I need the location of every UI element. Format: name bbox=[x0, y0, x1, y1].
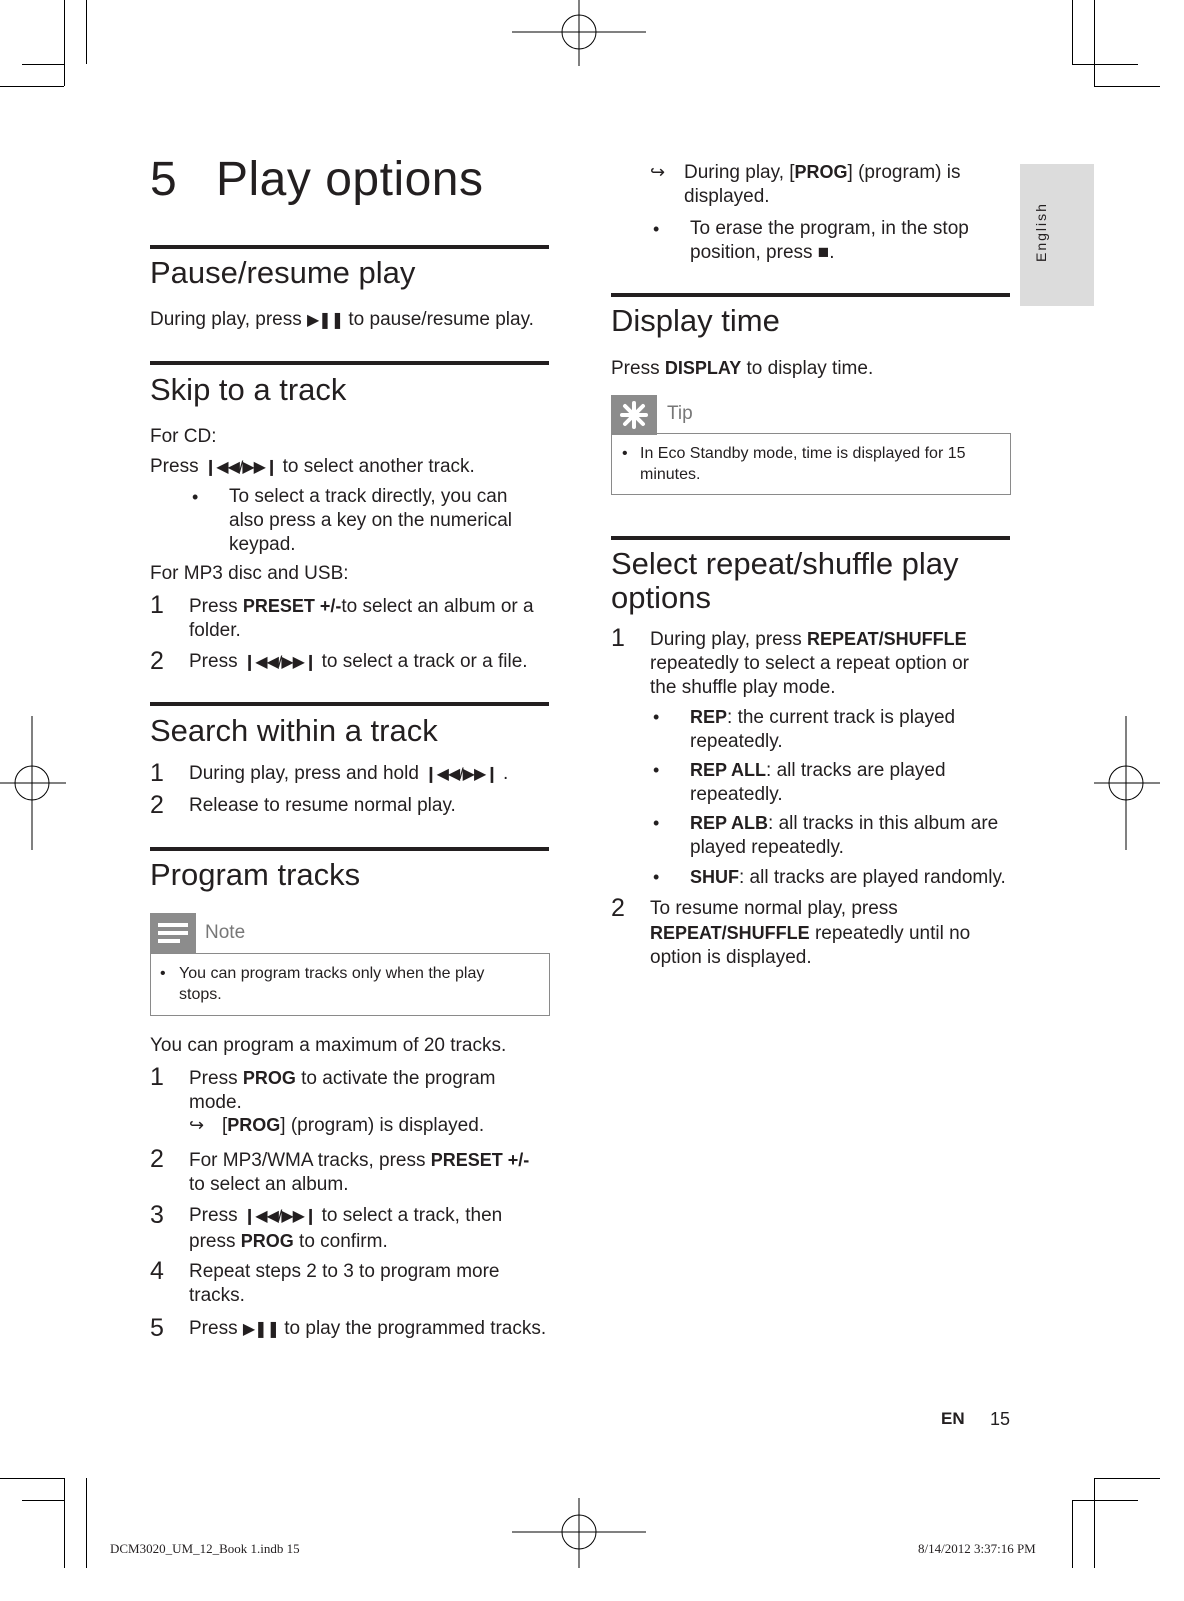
prev-next-icon: ❙◀◀/▶▶❙ bbox=[424, 766, 498, 783]
registration-mark-bottom bbox=[512, 1498, 646, 1568]
tip-icon bbox=[611, 395, 657, 435]
stop-icon: ■ bbox=[817, 242, 830, 263]
crop-mark bbox=[86, 1478, 87, 1568]
bullet-icon: • bbox=[192, 487, 199, 507]
footer-language: EN bbox=[941, 1409, 965, 1428]
crop-mark bbox=[1094, 1478, 1160, 1479]
program-intro: You can program a maximum of 20 tracks. bbox=[150, 1035, 507, 1056]
chapter-title bbox=[150, 152, 484, 207]
section-rule bbox=[150, 361, 549, 365]
step-number: 5 bbox=[150, 1314, 164, 1342]
text: Press bbox=[189, 1318, 238, 1339]
text: Press bbox=[150, 456, 199, 477]
text: to pause/resume play. bbox=[348, 309, 534, 330]
key-label: PRESET +/- bbox=[242, 596, 342, 616]
key-label: PROG bbox=[242, 1068, 296, 1088]
tip-label: Tip bbox=[667, 403, 693, 424]
text: to play the programmed tracks. bbox=[284, 1318, 547, 1339]
text: to confirm. bbox=[299, 1231, 388, 1252]
for-mp3-label: For MP3 disc and USB: bbox=[150, 563, 349, 584]
key-label: REPEAT/SHUFFLE bbox=[807, 629, 967, 649]
for-cd-label: For CD: bbox=[150, 426, 217, 447]
language-side-tab bbox=[1020, 164, 1094, 306]
registration-mark-top bbox=[512, 0, 646, 66]
skip-step-1 bbox=[189, 594, 549, 643]
chapter-title-text: Play options bbox=[216, 153, 484, 206]
bullet-icon: • bbox=[622, 445, 628, 462]
text: to display time. bbox=[746, 358, 874, 379]
cd-instruction bbox=[150, 455, 550, 480]
step-number: 1 bbox=[611, 624, 625, 652]
section-heading-skip: Skip to a track bbox=[150, 372, 347, 407]
section-rule bbox=[150, 245, 549, 249]
text: to select a track, then press bbox=[189, 1205, 503, 1252]
section-rule bbox=[611, 293, 1010, 297]
text: Press bbox=[189, 1205, 238, 1226]
repeat-step-2 bbox=[650, 897, 990, 970]
text: During play, press and hold bbox=[189, 763, 419, 784]
key-label: SHUF bbox=[690, 867, 739, 887]
text: To resume normal play, press bbox=[650, 898, 898, 919]
bullet-icon: • bbox=[653, 867, 660, 887]
program-step-3 bbox=[189, 1204, 549, 1254]
section-rule bbox=[611, 536, 1010, 540]
text: To erase the program, in the stop position, press bbox=[690, 218, 969, 263]
key-label: PROG bbox=[240, 1231, 294, 1251]
text: Press bbox=[611, 358, 660, 379]
text: During play, [ bbox=[684, 162, 795, 183]
key-label: PROG bbox=[227, 1115, 281, 1135]
bullet-icon: • bbox=[653, 760, 660, 780]
text: . bbox=[502, 763, 509, 784]
program-step-1-result bbox=[222, 1113, 542, 1138]
pause-instruction bbox=[150, 308, 550, 333]
note-text: You can program tracks only when the play stops. bbox=[179, 965, 485, 1003]
crop-mark bbox=[64, 1478, 65, 1568]
registration-mark-right bbox=[1094, 716, 1160, 850]
step-number: 2 bbox=[150, 1145, 164, 1173]
step-number: 3 bbox=[150, 1201, 164, 1229]
bullet-icon: • bbox=[160, 965, 166, 982]
step-number: 2 bbox=[611, 894, 625, 922]
print-slug-file: DCM3020_UM_12_Book 1.indb 15 bbox=[110, 1541, 300, 1556]
text: to select an album. bbox=[189, 1174, 349, 1195]
bullet-icon: • bbox=[653, 707, 660, 727]
section-heading-repeat: Select repeat/shuffle play options bbox=[611, 546, 959, 615]
text: to select another track. bbox=[282, 456, 475, 477]
repeat-option bbox=[690, 705, 990, 754]
text: to select a track or a file. bbox=[321, 651, 528, 672]
step-number: 1 bbox=[150, 591, 164, 619]
text: : all tracks are played repeatedly. bbox=[690, 760, 946, 805]
crop-mark bbox=[64, 0, 65, 86]
text: : the current track is played repeatedly. bbox=[690, 707, 956, 752]
result-arrow-icon: ↪ bbox=[650, 162, 666, 182]
section-heading-display: Display time bbox=[611, 303, 780, 338]
note-icon bbox=[150, 913, 196, 953]
step-number: 4 bbox=[150, 1257, 164, 1285]
key-label: REP bbox=[690, 707, 728, 727]
text: : all tracks are played randomly. bbox=[739, 867, 1006, 888]
key-label: REP ALB bbox=[690, 813, 769, 833]
key-label: PRESET +/- bbox=[430, 1150, 530, 1170]
crop-mark bbox=[1094, 1478, 1095, 1568]
tip-text: In Eco Standby mode, time is displayed for 15 minutes. bbox=[640, 445, 966, 483]
program-step-2 bbox=[189, 1148, 549, 1197]
section-heading-program: Program tracks bbox=[150, 857, 361, 892]
section-rule bbox=[150, 702, 549, 706]
text: For MP3/WMA tracks, press bbox=[189, 1150, 426, 1171]
key-label: PROG bbox=[794, 162, 848, 182]
crop-mark bbox=[22, 1500, 64, 1501]
crop-mark bbox=[1072, 64, 1138, 65]
note-label: Note bbox=[205, 922, 246, 943]
text: to select an album or a folder. bbox=[189, 596, 534, 641]
bullet-icon: • bbox=[653, 813, 660, 833]
crop-mark bbox=[1072, 1500, 1138, 1501]
print-slug-timestamp: 8/14/2012 3:37:16 PM bbox=[918, 1541, 1036, 1556]
program-step-5 bbox=[189, 1317, 559, 1342]
display-instruction bbox=[611, 356, 1011, 381]
text: Press bbox=[189, 651, 238, 672]
play-pause-icon: ▶❚❚ bbox=[307, 312, 344, 329]
step-number: 2 bbox=[150, 791, 164, 819]
chapter-number: 5 bbox=[150, 153, 178, 206]
text: ] (program) is displayed. bbox=[280, 1115, 485, 1136]
section-rule bbox=[150, 847, 549, 851]
text: [ bbox=[222, 1115, 228, 1136]
prev-next-icon: ❙◀◀/▶▶❙ bbox=[242, 1208, 317, 1225]
result-arrow-icon: ↪ bbox=[189, 1115, 205, 1135]
language-side-tab-label: English bbox=[1033, 202, 1049, 262]
key-label: REP ALL bbox=[690, 760, 767, 780]
text: repeatedly until no option is displayed. bbox=[650, 923, 971, 968]
text: Press bbox=[189, 1068, 238, 1089]
search-step-1 bbox=[189, 762, 549, 787]
cd-bullet-text: To select a track directly, you can also press a key on the numerical keypad. bbox=[229, 486, 513, 555]
registration-mark-left bbox=[0, 716, 66, 850]
text: During play, press bbox=[150, 309, 302, 330]
repeat-option bbox=[690, 865, 1020, 890]
text: . bbox=[829, 242, 835, 263]
crop-mark bbox=[1072, 1500, 1073, 1568]
crop-mark bbox=[0, 86, 64, 87]
crop-mark bbox=[86, 0, 87, 64]
page-number: 15 bbox=[990, 1409, 1011, 1429]
repeat-step-1 bbox=[650, 627, 1000, 700]
text: Press bbox=[189, 596, 238, 617]
play-pause-icon: ▶❚❚ bbox=[242, 1321, 279, 1338]
crop-mark bbox=[1072, 0, 1073, 64]
text: ] (program) is displayed. bbox=[684, 162, 961, 207]
text: repeatedly to select a repeat option or the shuffle play mode. bbox=[650, 653, 969, 698]
repeat-option bbox=[690, 758, 990, 807]
key-label: REPEAT/SHUFFLE bbox=[650, 923, 810, 943]
program-step-4: Repeat steps 2 to 3 to program more tracks. bbox=[189, 1261, 500, 1306]
skip-step-2 bbox=[189, 650, 549, 675]
program-continue-result bbox=[684, 160, 984, 209]
key-label: DISPLAY bbox=[664, 358, 742, 378]
step-number: 2 bbox=[150, 647, 164, 675]
prev-next-icon: ❙◀◀/▶▶❙ bbox=[203, 459, 278, 476]
crop-mark bbox=[1094, 0, 1095, 86]
text: During play, press bbox=[650, 629, 802, 650]
repeat-option bbox=[690, 811, 1010, 860]
program-step-1 bbox=[189, 1066, 529, 1115]
crop-mark bbox=[22, 64, 64, 65]
step-number: 1 bbox=[150, 1063, 164, 1091]
step-number: 1 bbox=[150, 759, 164, 787]
text: : all tracks in this album are played repeatedly. bbox=[690, 813, 999, 858]
crop-mark bbox=[1094, 86, 1160, 87]
text: to activate the program mode. bbox=[189, 1068, 496, 1113]
program-erase-text bbox=[690, 217, 1000, 265]
section-heading-search: Search within a track bbox=[150, 713, 438, 748]
section-heading-pause: Pause/resume play bbox=[150, 255, 416, 290]
prev-next-icon: ❙◀◀/▶▶❙ bbox=[242, 654, 317, 671]
search-step-2: Release to resume normal play. bbox=[189, 795, 456, 816]
crop-mark bbox=[0, 1478, 64, 1479]
bullet-icon: • bbox=[653, 219, 660, 239]
